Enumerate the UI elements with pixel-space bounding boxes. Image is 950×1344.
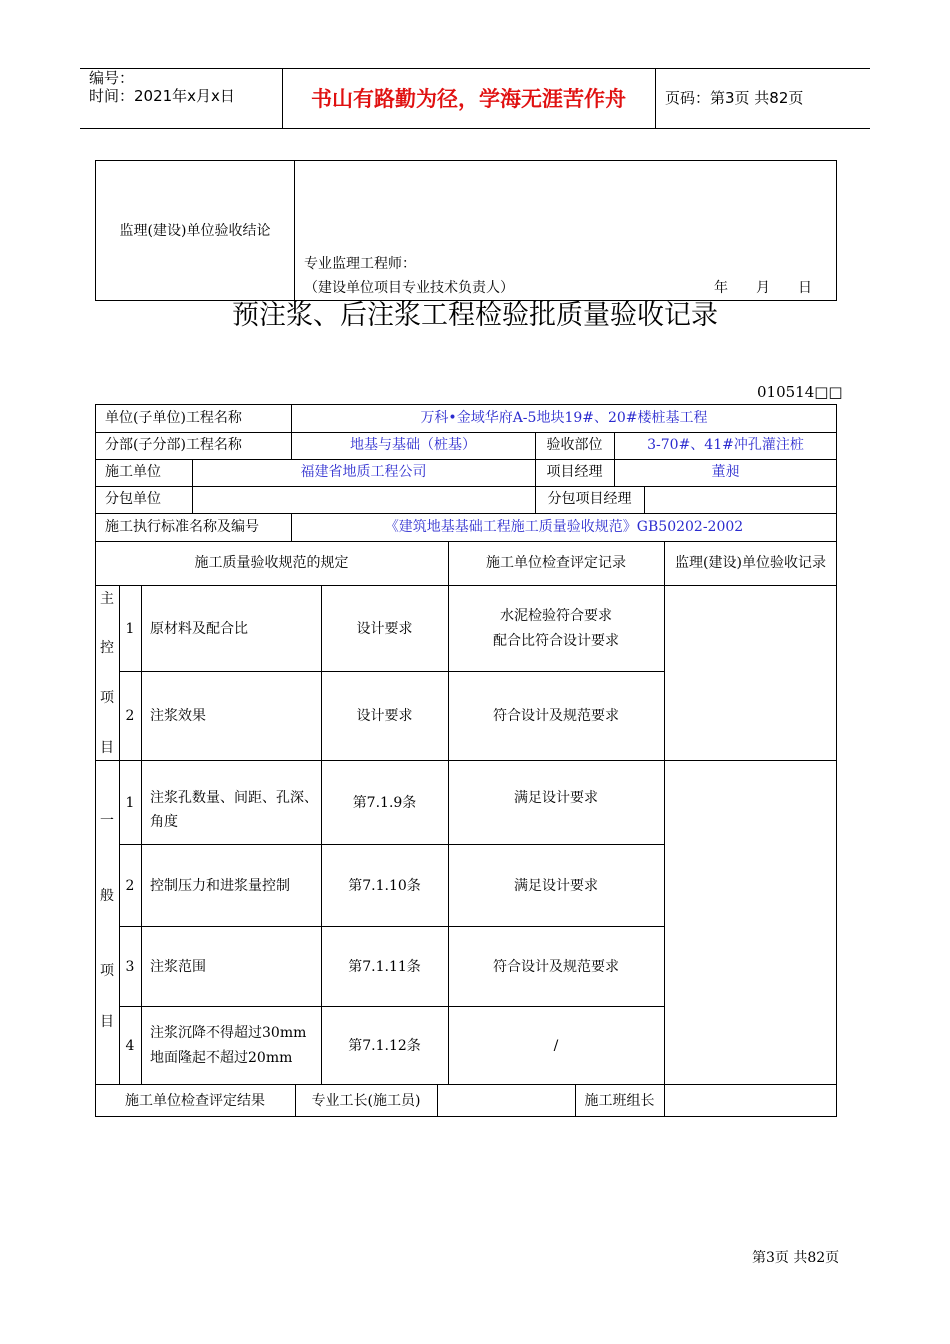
item-name: 注浆沉降不得超过30mm bbox=[150, 1025, 307, 1041]
project-manager-value: 董昶 bbox=[711, 464, 740, 480]
general-group-char: 项 bbox=[100, 963, 114, 979]
unit-project-name-label: 单位(子单位)工程名称 bbox=[105, 410, 242, 426]
form-code: 010514□□ bbox=[757, 383, 843, 401]
item-requirement: 设计要求 bbox=[356, 621, 413, 637]
main-group-char: 项 bbox=[100, 690, 114, 706]
general-group-char: 目 bbox=[100, 1014, 114, 1030]
document-title: 预注浆、后注浆工程检验批质量验收记录 bbox=[232, 300, 718, 331]
standard-value: 《建筑地基基础工程施工质量验收规范》GB50202-2002 bbox=[384, 519, 744, 535]
item-record: / bbox=[553, 1038, 559, 1054]
main-group-char: 目 bbox=[100, 740, 114, 756]
supervision-column-header: 监理(建设)单位验收记录 bbox=[675, 555, 826, 571]
subcontractor-label: 分包单位 bbox=[105, 491, 161, 507]
item-name: 注浆效果 bbox=[150, 708, 206, 724]
item-requirement: 第7.1.9条 bbox=[352, 795, 417, 811]
motto: 书山有路勤为径，学海无涯苦作舟 bbox=[311, 87, 626, 111]
item-number: 1 bbox=[125, 621, 135, 637]
item-record: 符合设计及规范要求 bbox=[493, 959, 619, 975]
item-name-continued: 角度 bbox=[150, 814, 178, 830]
item-number: 2 bbox=[125, 708, 135, 724]
general-group-char: 般 bbox=[100, 888, 114, 904]
foreman-label: 专业工长(施工员) bbox=[311, 1093, 421, 1109]
unit-project-name-value: 万科•金域华府A-5地块19#、20#楼桩基工程 bbox=[420, 410, 708, 426]
page-footer: 第3页 共82页 bbox=[752, 1250, 840, 1266]
item-name: 控制压力和进浆量控制 bbox=[150, 878, 290, 894]
item-requirement: 第7.1.10条 bbox=[348, 878, 421, 894]
subdivision-name-label: 分部(子分部)工程名称 bbox=[105, 437, 242, 453]
main-group-char: 主 bbox=[100, 591, 114, 607]
spec-column-header: 施工质量验收规范的规定 bbox=[194, 555, 349, 571]
supervising-engineer-label: 专业监理工程师： bbox=[304, 256, 416, 272]
general-group-char: 一 bbox=[100, 813, 114, 829]
subcontractor-pm-label: 分包项目经理 bbox=[547, 491, 632, 507]
inspection-part-label: 验收部位 bbox=[546, 437, 603, 453]
item-requirement: 设计要求 bbox=[356, 708, 413, 724]
check-result-label: 施工单位检查评定结果 bbox=[125, 1093, 265, 1109]
page-code: 页码：第3页 共82页 bbox=[665, 89, 804, 107]
item-name: 注浆孔数量、间距、孔深、 bbox=[150, 790, 318, 806]
project-manager-label: 项目经理 bbox=[546, 464, 603, 480]
subdivision-name-value: 地基与基础（桩基） bbox=[350, 437, 476, 453]
standard-label: 施工执行标准名称及编号 bbox=[105, 519, 259, 535]
item-record: 符合设计及规范要求 bbox=[493, 708, 619, 724]
item-record: 满足设计要求 bbox=[514, 878, 598, 894]
construction-unit-label: 施工单位 bbox=[105, 464, 161, 480]
item-name-continued: 地面隆起不超过20mm bbox=[150, 1050, 293, 1066]
item-requirement: 第7.1.11条 bbox=[348, 959, 421, 975]
item-number: 3 bbox=[125, 959, 135, 975]
inspection-part-value: 3-70#、41#冲孔灌注桩 bbox=[647, 437, 804, 453]
number-label: 编号： bbox=[89, 69, 135, 87]
item-name: 原材料及配合比 bbox=[150, 621, 248, 637]
construction-unit-value: 福建省地质工程公司 bbox=[300, 464, 427, 480]
item-number: 1 bbox=[125, 795, 135, 811]
item-record: 水泥检验符合要求 bbox=[500, 608, 612, 624]
item-requirement: 第7.1.12条 bbox=[348, 1038, 421, 1054]
check-column-header: 施工单位检查评定记录 bbox=[486, 555, 626, 571]
owner-technical-head-label: （建设单位项目专业技术负责人） bbox=[304, 280, 514, 296]
item-record: 配合比符合设计要求 bbox=[493, 633, 619, 649]
main-group-char: 控 bbox=[100, 640, 114, 656]
date-placeholder: 年 月 日 bbox=[714, 280, 812, 296]
item-number: 4 bbox=[125, 1038, 135, 1054]
item-name: 注浆范围 bbox=[150, 959, 206, 975]
team-leader-label: 施工班组长 bbox=[584, 1093, 655, 1109]
time-label: 时间：2021年x月x日 bbox=[89, 87, 235, 105]
item-number: 2 bbox=[125, 878, 135, 894]
supervision-conclusion-label: 监理(建设)单位验收结论 bbox=[119, 223, 271, 239]
item-record: 满足设计要求 bbox=[514, 790, 598, 806]
